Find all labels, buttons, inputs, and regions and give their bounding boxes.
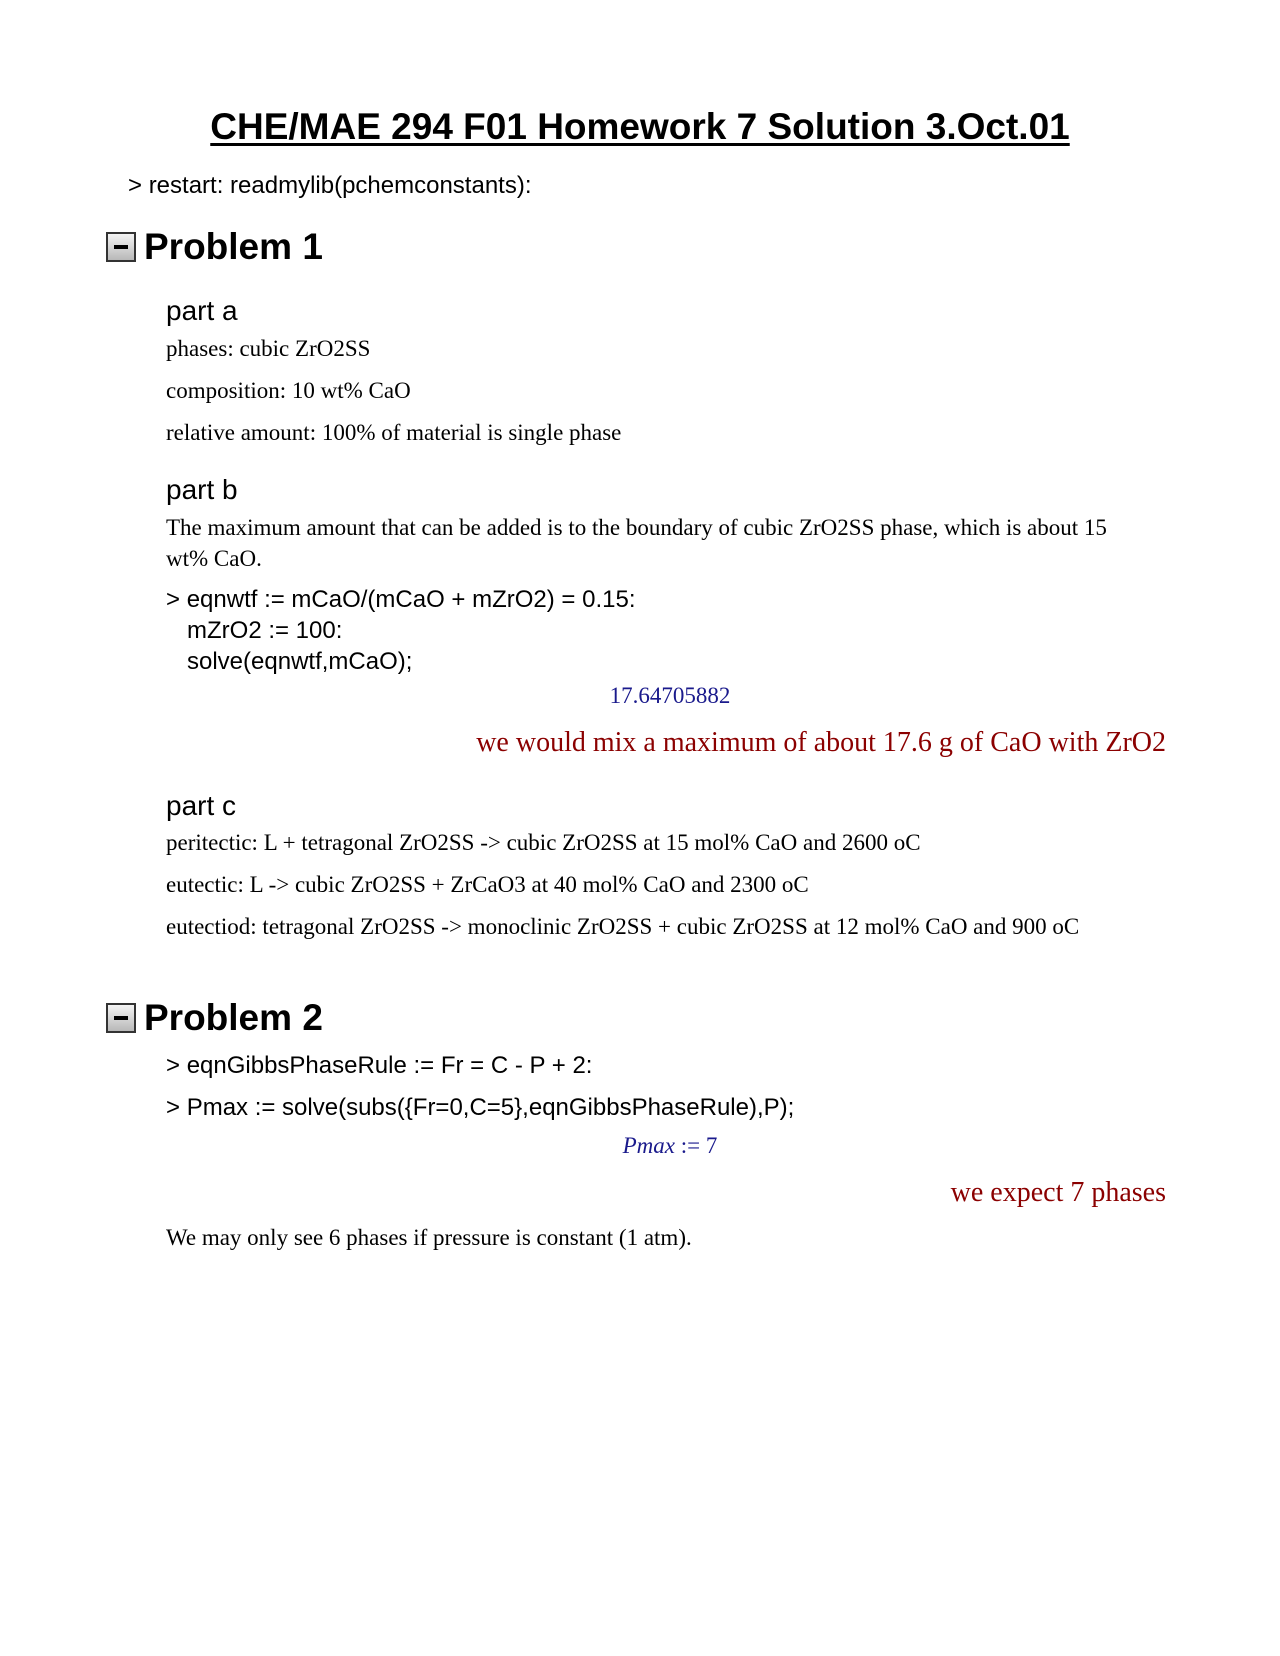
collapse-toggle-icon[interactable] [106, 1003, 136, 1033]
section-header-problem-1 [106, 226, 323, 268]
collapse-toggle-icon[interactable] [106, 232, 136, 262]
part-a-phases: phases: cubic ZrO2SS [166, 336, 371, 361]
input-line-pmax[interactable] [166, 1092, 794, 1123]
output-pmax [0, 1133, 1280, 1159]
part-a-heading: part a [166, 295, 238, 326]
prompt-symbol: > [128, 172, 143, 199]
restart-command: restart: readmylib(pchemconstants): [148, 172, 532, 199]
output-variable: Pmax [622, 1133, 675, 1158]
input-line-restart[interactable] [128, 170, 532, 201]
annotation-problem-2: we expect 7 phases [950, 1177, 1166, 1208]
output-value-mcao: 17.64705882 [609, 683, 731, 708]
problem-1-heading: Problem 1 [144, 226, 323, 267]
input-line-gibbs-rule[interactable] [166, 1050, 592, 1081]
part-a-relative-amount: relative amount: 100% of material is single phase [166, 420, 622, 445]
code-line: eqnGibbsPhaseRule := Fr = C - P + 2: [186, 1052, 593, 1079]
part-b-heading: part b [166, 474, 238, 505]
part-c-eutectoid: eutectiod: tetragonal ZrO2SS -> monoclinic ZrO2SS + cubic ZrO2SS at 12 mol% CaO and 900 oC [166, 914, 1080, 939]
prompt-symbol: > [166, 1052, 181, 1079]
part-b-text: The maximum amount that can be added is to the boundary of cubic ZrO2SS phase, which is about 15 wt% CaO. [166, 515, 1107, 571]
code-line: eqnwtf := mCaO/(mCaO + mZrO2) = 0.15: [186, 586, 636, 613]
part-c-heading: part c [166, 790, 237, 821]
section-header-problem-2 [106, 997, 323, 1039]
problem-2-text: We may only see 6 phases if pressure is constant (1 atm). [166, 1225, 692, 1250]
input-block-eqnwtf[interactable] [166, 584, 636, 677]
part-c-peritectic: peritectic: L + tetragonal ZrO2SS -> cubic ZrO2SS at 15 mol% CaO and 2600 oC [166, 830, 921, 855]
prompt-symbol: > [166, 1094, 181, 1121]
problem-2-heading: Problem 2 [144, 997, 323, 1038]
part-a-composition: composition: 10 wt% CaO [166, 378, 411, 403]
code-line: Pmax := solve(subs({Fr=0,C=5},eqnGibbsPhaseRule),P); [186, 1094, 795, 1121]
document-title: CHE/MAE 294 F01 Homework 7 Solution 3.Oct.01 [210, 106, 1070, 147]
annotation-part-b: we would mix a maximum of about 17.6 g of CaO with ZrO2 [476, 727, 1166, 758]
part-c-eutectic: eutectic: L -> cubic ZrO2SS + ZrCaO3 at 40 mol% CaO and 2300 oC [166, 872, 809, 897]
code-line: solve(eqnwtf,mCaO); [187, 648, 413, 675]
output-assignment: := 7 [675, 1133, 718, 1158]
code-line: mZrO2 := 100: [187, 617, 343, 644]
prompt-symbol: > [166, 586, 181, 613]
